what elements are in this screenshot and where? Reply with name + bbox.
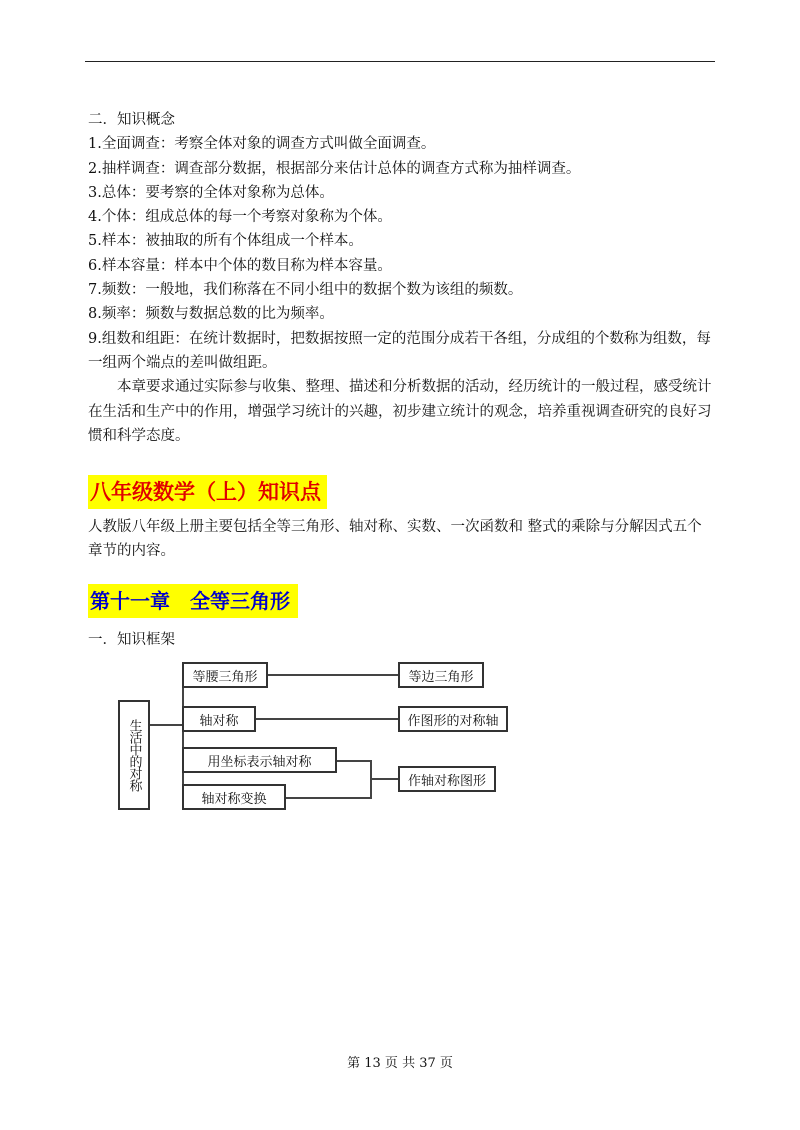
chapter-summary: 本章要求通过实际参与收集、整理、描述和分析数据的活动，经历统计的一般过程，感受统计在生活和生产中的作用，增强学习统计的兴趣，初步建立统计的观念，培养重视调查研究的良好习惯和科学态度。: [88, 379, 712, 444]
connector-coord-out: [337, 760, 371, 762]
connector-isosceles-equilateral: [268, 674, 398, 676]
box-draw-symmetry-axis: 作图形的对称轴: [398, 706, 508, 732]
framework-title: 一．知识框架: [88, 631, 175, 648]
box-root: 生活中的对称: [118, 700, 150, 810]
header-rule: [85, 61, 715, 62]
box-equilateral-triangle: 等边三角形: [398, 662, 484, 688]
box-coordinate-symmetry: 用坐标表示轴对称: [182, 747, 337, 773]
box-draw-symmetric-figure: 作轴对称图形: [398, 766, 496, 792]
connector-trunk: [182, 674, 184, 796]
knowledge-framework-diagram: [110, 652, 520, 822]
concept-9: 9.组数和组距：在统计数据时，把数据按照一定的范围分成若干各组，分成组的个数称为组数，每一组两个端点的差叫做组距。: [88, 330, 711, 371]
concept-3: 3.总体：要考察的全体对象称为总体。: [88, 184, 334, 201]
section-title-concepts: 二．知识概念: [88, 112, 175, 128]
concept-6: 6.样本容量：样本中个体的数目称为样本容量。: [88, 257, 392, 274]
box-isosceles-triangle: 等腰三角形: [182, 662, 268, 688]
connector-transform-out: [286, 797, 371, 799]
concept-8: 8.频率：频数与数据总数的比为频率。: [88, 306, 334, 323]
box-axial-symmetry: 轴对称: [182, 706, 256, 732]
connector-axial-drawaxis: [256, 718, 398, 720]
chapter-heading: 第十一章 全等三角形: [88, 584, 298, 618]
connector-root: [150, 724, 184, 726]
concept-4: 4.个体：组成总体的每一个考察对象称为个体。: [88, 209, 392, 226]
concept-5: 5.样本：被抽取的所有个体组成一个样本。: [88, 233, 363, 250]
page-content: [88, 108, 716, 652]
box-symmetry-transformation: 轴对称变换: [182, 784, 286, 810]
concept-1: 1.全面调查：考察全体对象的调查方式叫做全面调查。: [88, 136, 436, 153]
concept-2: 2.抽样调查：调查部分数据，根据部分来估计总体的调查方式称为抽样调查。: [88, 160, 581, 177]
grade-intro: 人教版八年级上册主要包括全等三角形、轴对称、实数、一次函数和 整式的乘除与分解因式五个章节的内容。: [88, 519, 702, 560]
concept-7: 7.频数：一般地，我们称落在不同小组中的数据个数为该组的频数。: [88, 282, 523, 299]
grade-heading: 八年级数学（上）知识点: [88, 475, 327, 509]
connector-to-draw-symmetric: [370, 778, 398, 780]
page-footer: 第 13 页 共 37 页: [347, 1056, 453, 1071]
